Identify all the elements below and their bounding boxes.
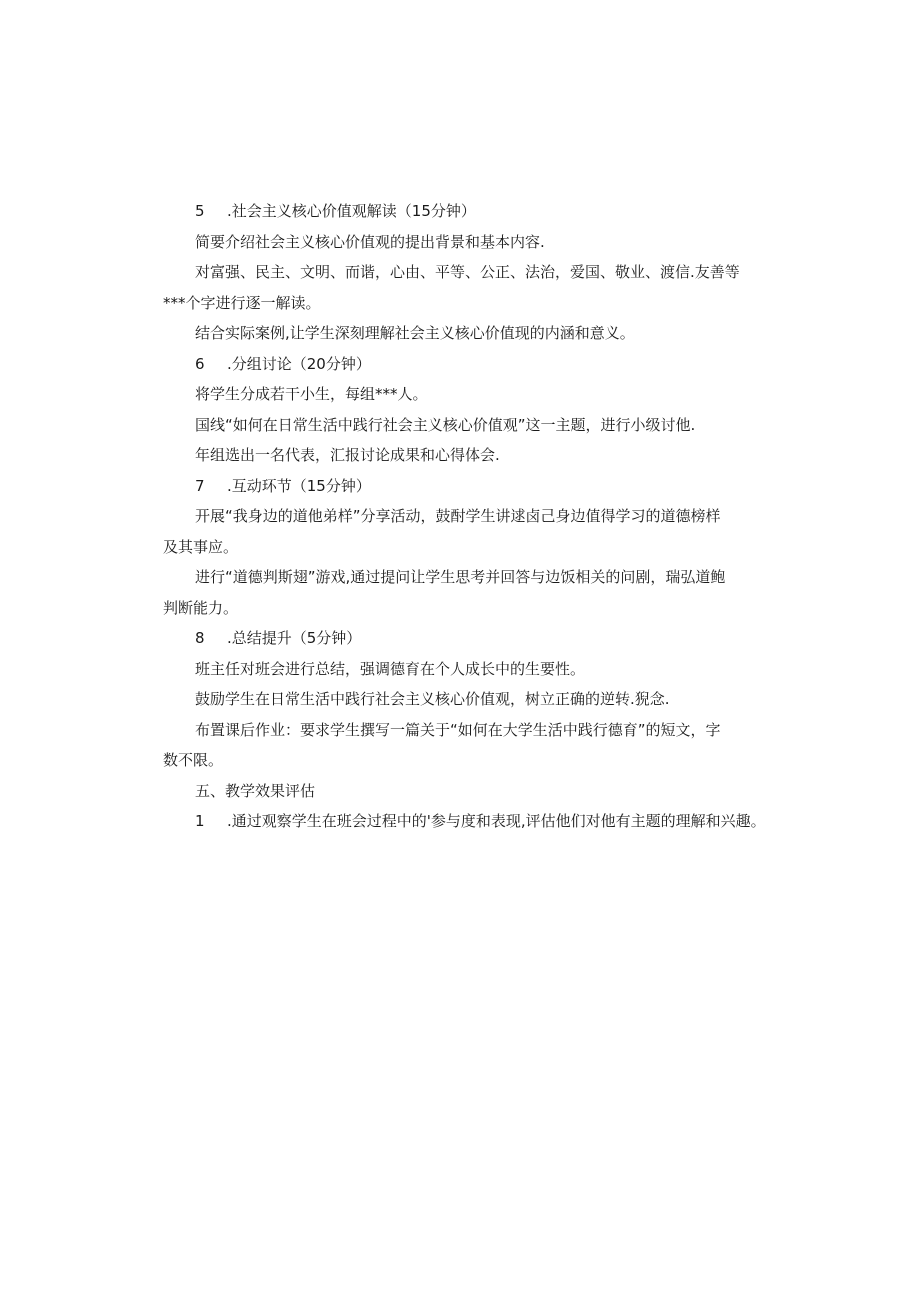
paragraph: 布置课后作业：要求学生撰写一篇关于“如何在大学生活中践行德育”的短文，字 [195, 720, 721, 739]
paragraph: 结合实际案例,让学生深刻理解社会主义核心价值现的内涵和意义。 [195, 324, 635, 342]
paragraph: 将学生分成若干小生，每组***人。 [195, 385, 428, 403]
section-number: 5 [195, 202, 205, 220]
paragraph: 鼓励学生在日常生活中践行社会主义核心价值观，树立正确的逆转.猊念. [195, 690, 670, 708]
paragraph-continuation: 数不限。 [163, 751, 224, 769]
section-6-heading [163, 349, 763, 380]
section-8-heading [163, 623, 763, 654]
paragraph: 班主任对班会进行总结，强调德育在个人成长中的生要性。 [195, 659, 586, 678]
section-number: 8 [195, 629, 205, 647]
section-title: .分组讨论（20分钟） [227, 354, 371, 373]
paragraph: 国线“如何在日常生活中践行社会主义核心价值观”这一主题，进行小级讨他. [195, 415, 696, 434]
paragraph-continuation: 判断能力。 [163, 598, 239, 617]
section-number: 6 [195, 354, 205, 373]
paragraph: 进行“道德判斯翅”游戏,通过提问让学生思考并回答与边饭相关的问剧，瑞弘道鲍 [195, 568, 726, 586]
part-5-heading: 五、教学效果评估 [195, 781, 316, 800]
item-number: 1 [195, 812, 205, 830]
paragraph-continuation: ***个字进行逐一解读。 [163, 293, 321, 312]
section-title: .互动环节（15分钟） [227, 476, 371, 495]
section-title: .社会主义核心价值观解读（15分钟） [227, 202, 476, 220]
paragraph: 对富强、民主、文明、而谐，心由、平等、公正、法治，爱国、敬业、渡信.友善等 [195, 263, 740, 281]
paragraph: 简要介绍社会主义核心价值观的提出背景和基本内容. [195, 232, 545, 251]
section-5-heading [163, 196, 763, 227]
item-text: .通过观察学生在班会过程中的'参与度和表现,评估他们对他有主题的理解和兴趣。 [227, 812, 766, 830]
document-body [163, 196, 766, 837]
section-number: 7 [195, 476, 205, 495]
section-7-heading [163, 471, 763, 502]
paragraph: 年组选出一名代表，汇报讨论成果和心得体会. [195, 446, 500, 464]
paragraph: 开展“我身边的道他弟样”分享活动，鼓酎学生讲逑卤己身边值得学习的道德榜样 [195, 507, 721, 525]
evaluation-item-1 [163, 806, 766, 837]
paragraph-continuation: 及其事应。 [163, 537, 239, 556]
section-title: .总结提升（5分钟） [227, 629, 362, 647]
